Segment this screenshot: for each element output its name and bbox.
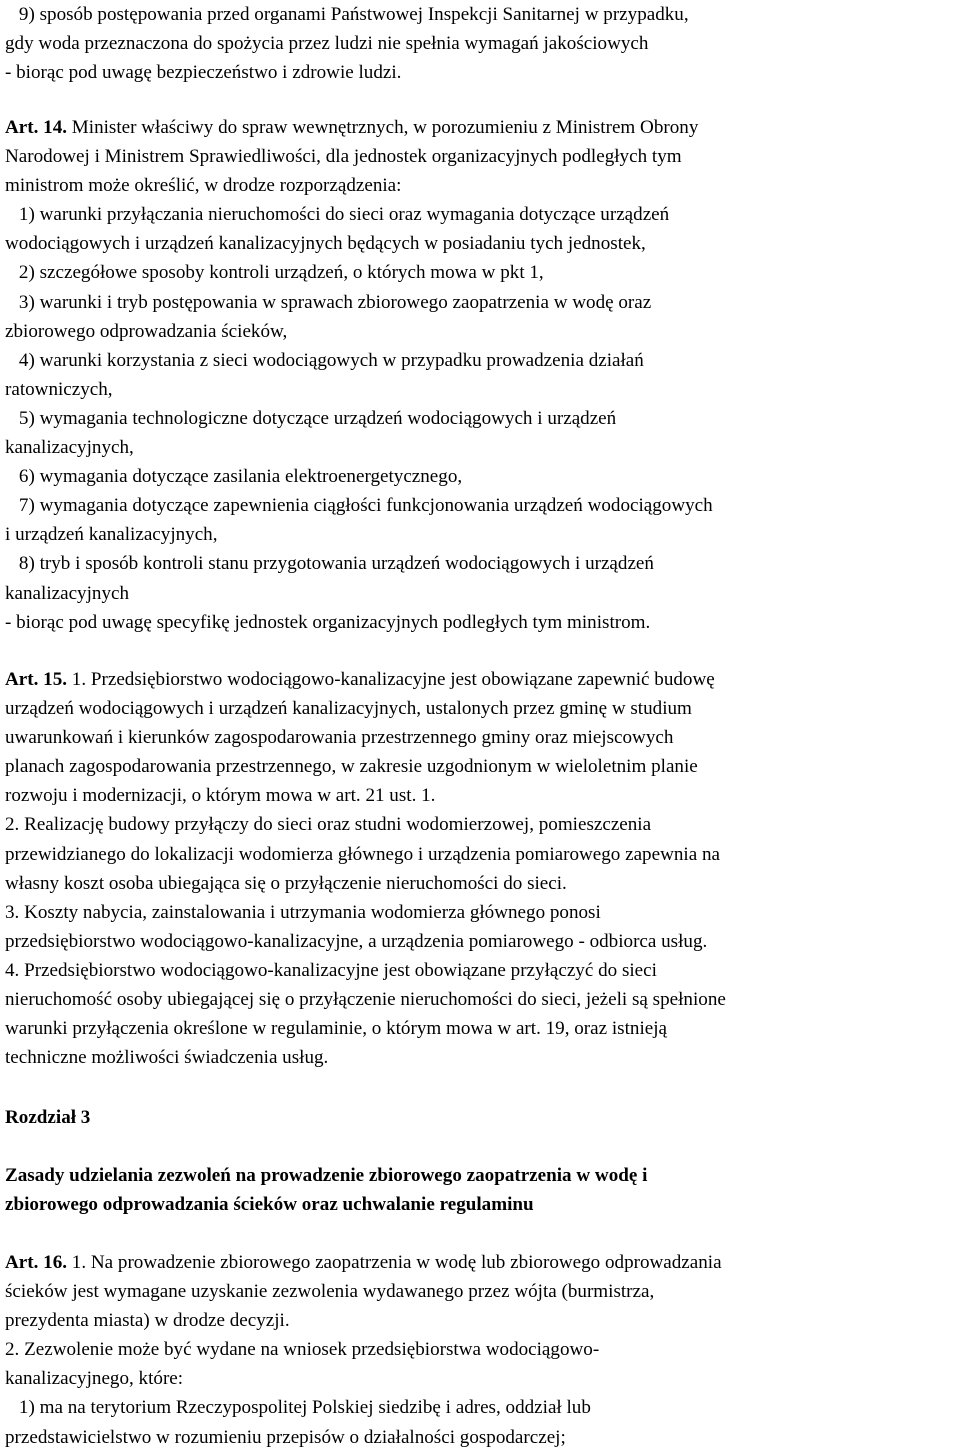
article-label: Art. 14. bbox=[5, 117, 68, 138]
text-line: 2. Zezwolenie może być wydane na wniosek przedsiębiorstwa wodociągowo- bbox=[5, 1339, 600, 1361]
text-line: 9) sposób postępowania przed organami Państwowej Inspekcji Sanitarnej w przypadku, bbox=[18, 4, 689, 25]
text-line: kanalizacyjnych, bbox=[5, 437, 134, 459]
text-line: ministrom może określić, w drodze rozporządzenia: bbox=[5, 175, 402, 197]
text-line: urządzeń wodociągowych i urządzeń kanalizacyjnych, ustalonych przez gminę w studium bbox=[5, 698, 692, 720]
article-first-line bbox=[5, 1248, 955, 1277]
text-line: własny koszt osoba ubiegająca się o przyłączenie nieruchomości do sieci. bbox=[5, 872, 567, 894]
article-15 bbox=[5, 665, 960, 1072]
list-item-line: 7) wymagania dotyczące zapewnienia ciągłości funkcjonowania urządzeń wodociągowych bbox=[18, 495, 713, 517]
list-item-line: 2) szczegółowe sposoby kontroli urządzeń, o których mowa w pkt 1, bbox=[18, 262, 544, 284]
article-first-line bbox=[5, 665, 955, 694]
text-line: przedsiębiorstwo wodociągowo-kanalizacyjne, a urządzenia pomiarowego - odbiorca usług. bbox=[5, 930, 708, 952]
text-line: rozwoju i modernizacji, o którym mowa w art. 21 ust. 1. bbox=[5, 785, 436, 807]
text-line: Minister właściwy do spraw wewnętrznych, w porozumieniu z Ministrem Obrony bbox=[67, 117, 699, 138]
text-line: wodociągowych i urządzeń kanalizacyjnych będących w posiadaniu tych jednostek, bbox=[5, 233, 646, 255]
article-label: Art. 16. bbox=[5, 1252, 68, 1273]
chapter-heading: Rozdział 3 bbox=[5, 1107, 91, 1128]
art13-tail bbox=[5, 0, 960, 87]
text-line: zbiorowego odprowadzania ścieków, bbox=[5, 320, 288, 342]
list-item-line: 3) warunki i tryb postępowania w sprawach zbiorowego zaopatrzenia w wodę oraz bbox=[18, 291, 652, 313]
text-line: nieruchomość osoby ubiegającej się o przyłączenie nieruchomości do sieci, jeżeli są spełnione bbox=[5, 989, 726, 1011]
list-item-line: 1) warunki przyłączania nieruchomości do sieci oraz wymagania dotyczące urządzeń bbox=[18, 204, 670, 226]
article-16 bbox=[5, 1248, 960, 1452]
chapter-title-line: Zasady udzielania zezwoleń na prowadzenie zbiorowego zaopatrzenia w wodę i bbox=[5, 1165, 648, 1186]
text-line: kanalizacyjnego, które: bbox=[5, 1368, 184, 1390]
list-item-line: 6) wymagania dotyczące zasilania elektroenergetycznego, bbox=[18, 466, 463, 488]
article-14 bbox=[5, 113, 960, 637]
article-first-line bbox=[5, 113, 955, 142]
text-line: przedstawicielstwo w rozumieniu przepisów o działalności gospodarczej; bbox=[5, 1426, 566, 1448]
article-label: Art. 15. bbox=[5, 669, 68, 690]
list-item-line: 4) warunki korzystania z sieci wodociągowych w przypadku prowadzenia działań bbox=[18, 349, 644, 371]
text-line: ratowniczych, bbox=[5, 378, 113, 400]
text-line: ścieków jest wymagane uzyskanie zezwolenia wydawanego przez wójta (burmistrza, bbox=[5, 1281, 655, 1303]
text-line: - biorąc pod uwagę specyfikę jednostek organizacyjnych podległych tym ministrom. bbox=[5, 611, 651, 633]
text-line: prezydenta miasta) w drodze decyzji. bbox=[5, 1310, 290, 1332]
text-line: 2. Realizację budowy przyłączy do sieci oraz studni wodomierzowej, pomieszczenia bbox=[5, 814, 652, 836]
text-line: warunki przyłączenia określone w regulaminie, o którym mowa w art. 19, oraz istnieją bbox=[5, 1018, 668, 1040]
chapter-heading-block bbox=[5, 1103, 960, 1132]
text-line: uwarunkowań i kierunków zagospodarowania przestrzennego gminy oraz miejscowych bbox=[5, 727, 674, 749]
text-line: przewidzianego do lokalizacji wodomierza głównego i urządzenia pomiarowego zapewnia na bbox=[5, 843, 720, 865]
text-line: kanalizacyjnych bbox=[5, 582, 130, 604]
text-line: 4. Przedsiębiorstwo wodociągowo-kanalizacyjne jest obowiązane przyłączyć do sieci bbox=[5, 959, 657, 981]
text-line: techniczne możliwości świadczenia usług. bbox=[5, 1047, 329, 1069]
list-item-line: 1) ma na terytorium Rzeczypospolitej Polskiej siedzibę i adres, oddział lub bbox=[18, 1397, 591, 1419]
text-line: Narodowej i Ministrem Sprawiedliwości, dla jednostek organizacyjnych podległych tym bbox=[5, 146, 682, 168]
text-line: i urządzeń kanalizacyjnych, bbox=[5, 524, 218, 546]
chapter-title-block bbox=[5, 1161, 960, 1219]
list-item-line: 5) wymagania technologiczne dotyczące urządzeń wodociągowych i urządzeń bbox=[18, 407, 617, 429]
text-line: 1. Przedsiębiorstwo wodociągowo-kanalizacyjne jest obowiązane zapewnić budowę bbox=[67, 669, 715, 690]
text-line: 3. Koszty nabycia, zainstalowania i utrzymania wodomierza głównego ponosi bbox=[5, 901, 601, 923]
list-item-line: 8) tryb i sposób kontroli stanu przygotowania urządzeń wodociągowych i urządzeń bbox=[18, 553, 654, 575]
chapter-title-line: zbiorowego odprowadzania ścieków oraz uchwalanie regulaminu bbox=[5, 1194, 534, 1216]
text-line: 1. Na prowadzenie zbiorowego zaopatrzenia w wodę lub zbiorowego odprowadzania bbox=[67, 1252, 722, 1273]
text-line: planach zagospodarowania przestrzennego, w zakresie uzgodnionym w wieloletnim planie bbox=[5, 756, 698, 778]
text-line: - biorąc pod uwagę bezpieczeństwo i zdrowie ludzi. bbox=[5, 62, 402, 84]
text-line: gdy woda przeznaczona do spożycia przez ludzi nie spełnia wymagań jakościowych bbox=[5, 33, 649, 55]
